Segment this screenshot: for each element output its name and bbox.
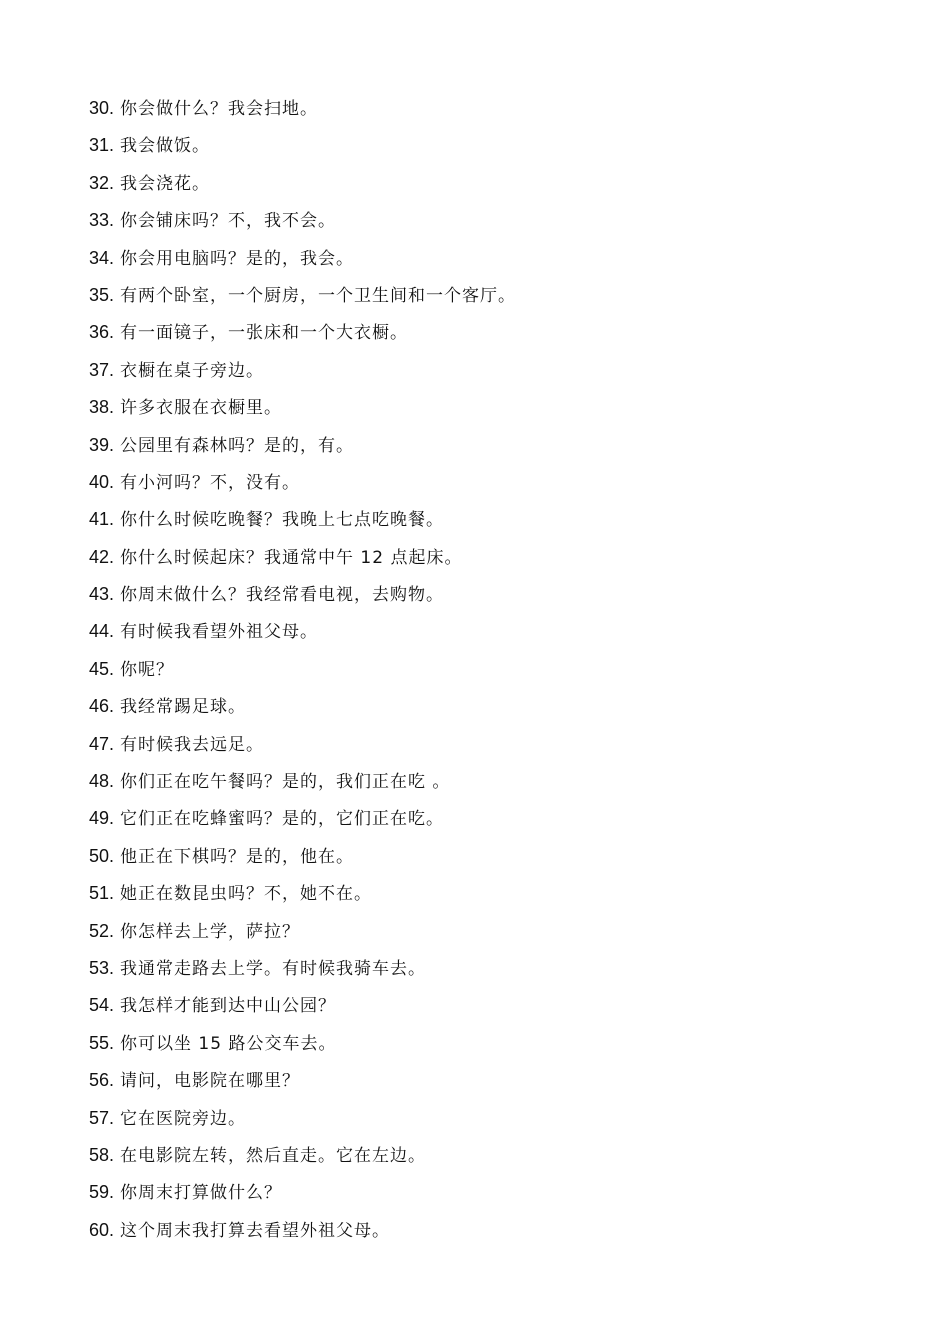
sentence-line (89, 1066, 516, 1103)
sentence-number: 52. (89, 920, 115, 941)
sentence-line (89, 954, 516, 991)
sentence-line (89, 318, 516, 355)
sentence-text: 它在医院旁边。 (120, 1108, 247, 1129)
sentence-number: 34. (89, 247, 115, 268)
sentence-number: 42. (89, 546, 115, 567)
sentence-text: 你什么时候起床？我通常中午 12 点起床。 (120, 547, 463, 568)
sentence-text: 我怎样才能到达中山公园？ (120, 996, 337, 1017)
sentence-line (89, 131, 516, 168)
sentence-line (89, 505, 516, 542)
sentence-text: 你们正在吃午餐吗？是的，我们正在吃 。 (120, 772, 451, 793)
sentence-text: 许多衣服在衣橱里。 (120, 398, 283, 419)
sentence-number: 45. (89, 658, 115, 679)
sentence-number: 55. (89, 1032, 115, 1053)
sentence-number: 48. (89, 771, 115, 792)
sentence-number: 51. (89, 883, 115, 904)
sentence-text: 你可以坐 15 路公交车去。 (120, 1033, 337, 1054)
sentence-number: 53. (89, 957, 115, 978)
sentence-number: 57. (89, 1107, 115, 1128)
sentence-text: 你呢？ (120, 659, 175, 680)
sentence-number: 40. (89, 471, 115, 492)
sentence-number: 31. (89, 135, 115, 156)
sentence-text: 我通常走路去上学。有时候我骑车去。 (120, 958, 427, 979)
sentence-text: 你周末打算做什么？ (120, 1183, 283, 1204)
sentence-text: 你什么时候吃晚餐？我晚上七点吃晚餐。 (120, 510, 445, 531)
sentence-line (89, 1104, 516, 1141)
sentence-number: 59. (89, 1182, 115, 1203)
sentence-number: 33. (89, 210, 115, 231)
sentence-text: 你会铺床吗？不，我不会。 (120, 211, 337, 232)
sentence-list (89, 94, 516, 1253)
sentence-number: 43. (89, 584, 115, 605)
sentence-line (89, 842, 516, 879)
sentence-line (89, 917, 516, 954)
sentence-text: 有一面镜子，一张床和一个大衣橱。 (120, 323, 409, 344)
sentence-text: 这个周末我打算去看望外祖父母。 (120, 1220, 391, 1241)
sentence-text: 有时候我去远足。 (120, 734, 265, 755)
sentence-text: 有小河吗？不，没有。 (120, 472, 301, 493)
sentence-text: 在电影院左转，然后直走。它在左边。 (120, 1145, 427, 1166)
sentence-text: 我经常踢足球。 (120, 697, 247, 718)
sentence-line (89, 356, 516, 393)
sentence-text: 我会做饭。 (120, 136, 211, 157)
sentence-line (89, 1216, 516, 1253)
sentence-text: 它们正在吃蜂蜜吗？是的，它们正在吃。 (120, 809, 445, 830)
sentence-text: 请问，电影院在哪里？ (120, 1071, 301, 1092)
sentence-number: 37. (89, 359, 115, 380)
sentence-line (89, 206, 516, 243)
sentence-line (89, 879, 516, 916)
sentence-line (89, 730, 516, 767)
sentence-number: 47. (89, 733, 115, 754)
sentence-number: 56. (89, 1070, 115, 1091)
sentence-line (89, 281, 516, 318)
sentence-line (89, 393, 516, 430)
sentence-line (89, 1141, 516, 1178)
sentence-number: 38. (89, 397, 115, 418)
sentence-number: 46. (89, 696, 115, 717)
sentence-text: 我会浇花。 (120, 173, 211, 194)
sentence-number: 30. (89, 98, 115, 118)
sentence-text: 你周末做什么？我经常看电视，去购物。 (120, 585, 445, 606)
sentence-line (89, 1178, 516, 1215)
sentence-number: 58. (89, 1144, 115, 1165)
sentence-text: 她正在数昆虫吗？不，她不在。 (120, 884, 373, 905)
sentence-number: 39. (89, 434, 115, 455)
sentence-line (89, 431, 516, 468)
sentence-text: 有时候我看望外祖父母。 (120, 622, 319, 643)
sentence-text: 衣橱在桌子旁边。 (120, 360, 265, 381)
sentence-line (89, 580, 516, 617)
sentence-text: 你会做什么？我会扫地。 (120, 99, 319, 119)
sentence-number: 32. (89, 172, 115, 193)
sentence-line (89, 692, 516, 729)
sentence-line (89, 617, 516, 654)
sentence-number: 44. (89, 621, 115, 642)
sentence-text: 你怎样去上学，萨拉？ (120, 921, 301, 942)
sentence-number: 60. (89, 1219, 115, 1240)
sentence-line (89, 804, 516, 841)
sentence-line (89, 991, 516, 1028)
sentence-line (89, 244, 516, 281)
sentence-number: 35. (89, 284, 115, 305)
sentence-number: 54. (89, 995, 115, 1016)
sentence-text: 你会用电脑吗？是的，我会。 (120, 248, 355, 269)
sentence-number: 49. (89, 808, 115, 829)
sentence-line (89, 468, 516, 505)
sentence-number: 41. (89, 509, 115, 530)
sentence-number: 36. (89, 322, 115, 343)
sentence-line (89, 94, 516, 131)
sentence-line (89, 1029, 516, 1066)
sentence-line (89, 767, 516, 804)
sentence-text: 他正在下棋吗？是的，他在。 (120, 846, 355, 867)
sentence-line (89, 169, 516, 206)
sentence-number: 50. (89, 845, 115, 866)
sentence-text: 公园里有森林吗？是的，有。 (120, 435, 355, 456)
sentence-line (89, 655, 516, 692)
sentence-text: 有两个卧室，一个厨房，一个卫生间和一个客厅。 (120, 285, 517, 306)
sentence-line (89, 543, 516, 580)
